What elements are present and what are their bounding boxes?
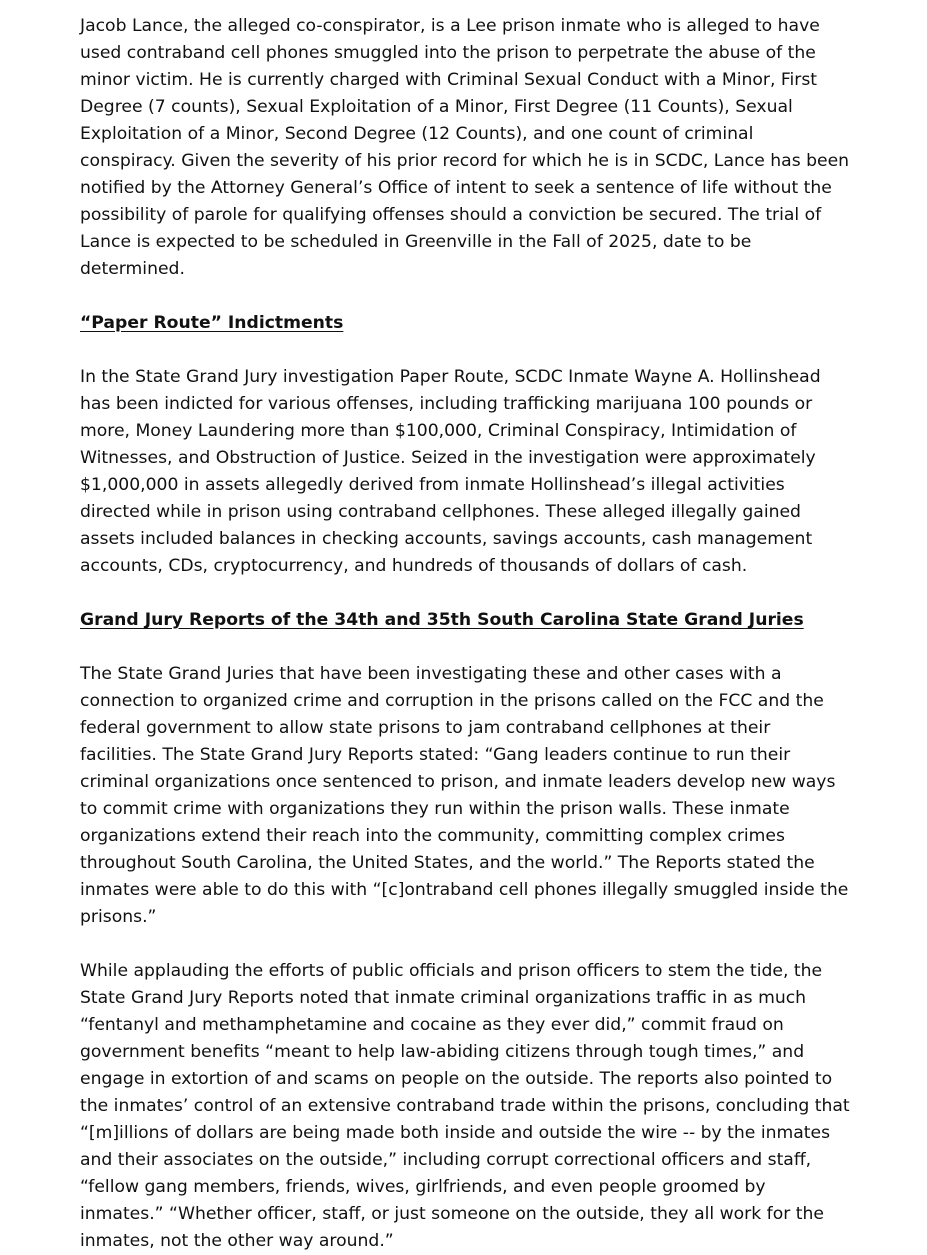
paragraph-spacer [80,337,850,364]
paragraph-spacer [80,634,850,661]
document-page [80,13,850,1255]
paragraph-paper-route: In the State Grand Jury investigation Paper Route, SCDC Inmate Wayne A. Hollinshead has been indicted for various offenses, including trafficking marijuana 100 pounds or more, Money Laundering more than $100,000, Criminal Conspiracy, Intimidation of Witnesses, and Obstruction of Justice. Seized in the investigation were approximately $1,000,000 in assets allegedly derived from inmate Hollinshead’s illegal activities directed while in prison using contraband cellphones. These alleged illegally gained assets included balances in checking accounts, savings accounts, cash management accounts, CDs, cryptocurrency, and hundreds of thousands of dollars of cash. [80,367,821,576]
heading-grand-jury-reports: Grand Jury Reports of the 34th and 35th South Carolina State Grand Juries [80,610,804,630]
paragraph-spacer [80,283,850,310]
paragraph-spacer [80,580,850,607]
paragraph-grand-jury-reports-2: While applauding the efforts of public officials and prison officers to stem the tide, the State Grand Jury Reports noted that inmate criminal organizations traffic in as much “fentanyl and methamphetamine and cocaine as they ever did,” commit fraud on government benefits “meant to help law-abiding citizens through tough times,” and engage in extortion of and scams on people on the outside. The reports also pointed to the inmates’ control of an extensive contraband trade within the prisons, concluding that “[m]illions of dollars are being made both inside and outside the wire -- by the inmates and their associates on the outside,” including corrupt correctional officers and staff, “fellow gang members, friends, wives, girlfriends, and even people groomed by inmates.” “Whether officer, staff, or just someone on the outside, they all work for the inmates, not the other way around.” [80,961,850,1251]
paragraph-grand-jury-reports-1: The State Grand Juries that have been investigating these and other cases with a connection to organized crime and corruption in the prisons called on the FCC and the federal government to allow state prisons to jam contraband cellphones at their facilities. The State Grand Jury Reports stated: “Gang leaders continue to run their criminal organizations once sentenced to prison, and inmate leaders develop new ways to commit crime with organizations they run within the prison walls. These inmate organizations extend their reach into the community, committing complex crimes throughout South Carolina, the United States, and the world.” The Reports stated the inmates were able to do this with “[c]ontraband cell phones illegally smuggled inside the prisons.” [80,664,849,927]
paragraph-spacer [80,931,850,958]
heading-paper-route: “Paper Route” Indictments [80,313,344,333]
paragraph-lance-charges: Jacob Lance, the alleged co-conspirator, is a Lee prison inmate who is alleged to have used contraband cell phones smuggled into the prison to perpetrate the abuse of the minor victim. He is currently charged with Criminal Sexual Conduct with a Minor, First Degree (7 counts), Sexual Exploitation of a Minor, First Degree (11 Counts), Sexual Exploitation of a Minor, Second Degree (12 Counts), and one count of criminal conspiracy. Given the severity of his prior record for which he is in SCDC, Lance has been notified by the Attorney General’s Office of intent to seek a sentence of life without the possibility of parole for qualifying offenses should a conviction be secured. The trial of Lance is expected to be scheduled in Greenville in the Fall of 2025, date to be determined. [80,16,850,279]
